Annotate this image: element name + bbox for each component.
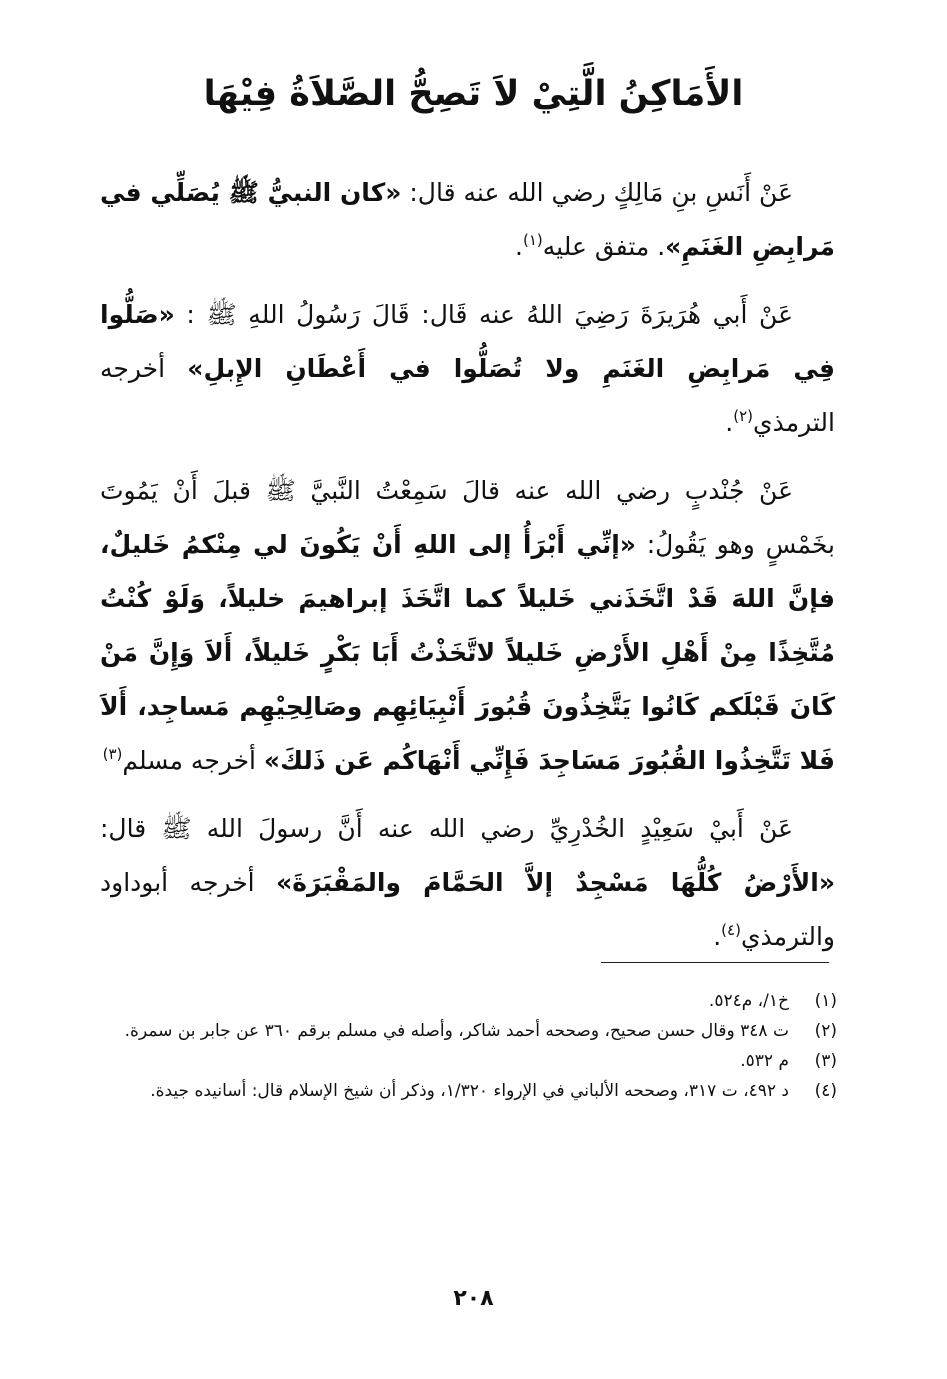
- hadith-text: «الأَرْضُ كُلُّهَا مَسْجِدٌ إلاَّ الحَمَّامَ والمَقْبَرَةَ»: [276, 868, 835, 897]
- paragraph-intro: عَنْ أَنَسِ بنِ مَالِكٍ رضي الله عنه قال:: [401, 178, 793, 207]
- paragraph-intro: عَنْ أَبيْ سَعِيْدٍ الخُدْرِيِّ رضي الله عنه أَنَّ رسولَ الله ﷺ قال:: [100, 814, 793, 843]
- paragraph-end: .: [713, 922, 722, 951]
- paragraph-anas: [100, 166, 835, 274]
- footnote-ref[interactable]: (١): [522, 231, 543, 249]
- page-number: ٢٠٨: [453, 1286, 494, 1311]
- hadith-text: «صَلُّوا فِي مَرابِضِ الغَنَمِ ولا تُصَلُّوا في أَعْطَانِ الإِبلِ»: [100, 300, 835, 383]
- footnote-number: (٢): [814, 1021, 837, 1041]
- paragraph-abu-said: [100, 802, 835, 964]
- paragraph-abu-hurayra: [100, 288, 835, 450]
- main-text: [100, 166, 835, 978]
- footnote-number: (١): [814, 991, 837, 1011]
- paragraph-end: .: [515, 232, 523, 261]
- footnote-3: [100, 1048, 837, 1075]
- footnote-ref[interactable]: (٤): [721, 921, 741, 939]
- footnote-text: خ١/، م٥٢٤.: [708, 991, 789, 1011]
- hadith-text: «كان النبيُّ ﷺ يُصَلِّي في مَرابِضِ الغَنَمِ»: [100, 178, 835, 261]
- footnote-ref[interactable]: (٢): [733, 407, 754, 425]
- footnote-4: [100, 1078, 837, 1105]
- footnote-1: [100, 988, 837, 1015]
- paragraph-intro: عَنْ أَبي هُرَيرَةَ رَضِيَ اللهُ عنه قَال: قَالَ رَسُولُ اللهِ ﷺ :: [174, 300, 793, 329]
- footnote-number: (٤): [814, 1081, 837, 1101]
- paragraph-source: . متفق عليه: [542, 232, 666, 261]
- footnote-text: ت ٣٤٨ وقال حسن صحيح، وصححه أحمد شاكر، وأصله في مسلم برقم ٣٦٠ عن جابر بن سمرة.: [124, 1021, 789, 1041]
- footnote-ref[interactable]: (٣): [102, 745, 123, 763]
- paragraph-jundub: [100, 464, 835, 788]
- hadith-text: «إنِّي أَبْرَأُ إلى اللهِ أَنْ يَكُونَ لي مِنْكمُ خَليلٌ، فإنَّ اللهَ قَدْ اتَّخَذَني خَليلاً كما اتَّخَذَ إبراهيمَ خليلاً، وَلَوْ كُنْتُ مُتَّخِذًا مِنْ أَهْلِ الأَرْضِ خَليلاً لاتَّخَذْتُ أَبَا بَكْرٍ خَليلاً، أَلاَ وَإِنَّ مَنْ كَانَ قَبْلَكم كَانُوا يَتَّخِذُونَ قُبُورَ أَنْبِيَائِهِم وصَالِحِيْهِم مَساجِد، أَلاَ فَلا تَتَّخِذُوا القُبُورَ مَسَاجِدَ فَإِنِّي أَنْهَاكُم عَن ذَلكَ»: [100, 530, 835, 775]
- footnote-text: د ٤٩٢، ت ٣١٧، وصححه الألباني في الإرواء ١/٣٢٠، وذكر أن شيخ الإسلام قال: أسانيده جيدة.: [150, 1081, 789, 1101]
- paragraph-intro: عَنْ جُنْدبٍ رضي الله عنه قالَ سَمِعْتُ النَّبيَّ ﷺ قبلَ أَنْ يَمُوتَ بخَمْسٍ وهو يَقُولُ:: [100, 476, 835, 559]
- paragraph-end: .: [725, 408, 734, 437]
- footnote-number: (٣): [814, 1051, 837, 1071]
- footnote-2: [100, 1018, 837, 1045]
- footnote-separator: [601, 962, 829, 963]
- footnotes: [100, 988, 837, 1108]
- page-title: الأَمَاكِنُ الَّتِيْ لاَ تَصِحُّ الصَّلاَةُ فِيْهَا: [203, 74, 744, 114]
- paragraph-source: أخرجه أبوداود والترمذي: [100, 868, 835, 951]
- paragraph-source: أخرجه الترمذي: [100, 354, 835, 437]
- footnote-text: م ٥٣٢.: [740, 1051, 789, 1071]
- paragraph-source: أخرجه مسلم: [122, 746, 264, 775]
